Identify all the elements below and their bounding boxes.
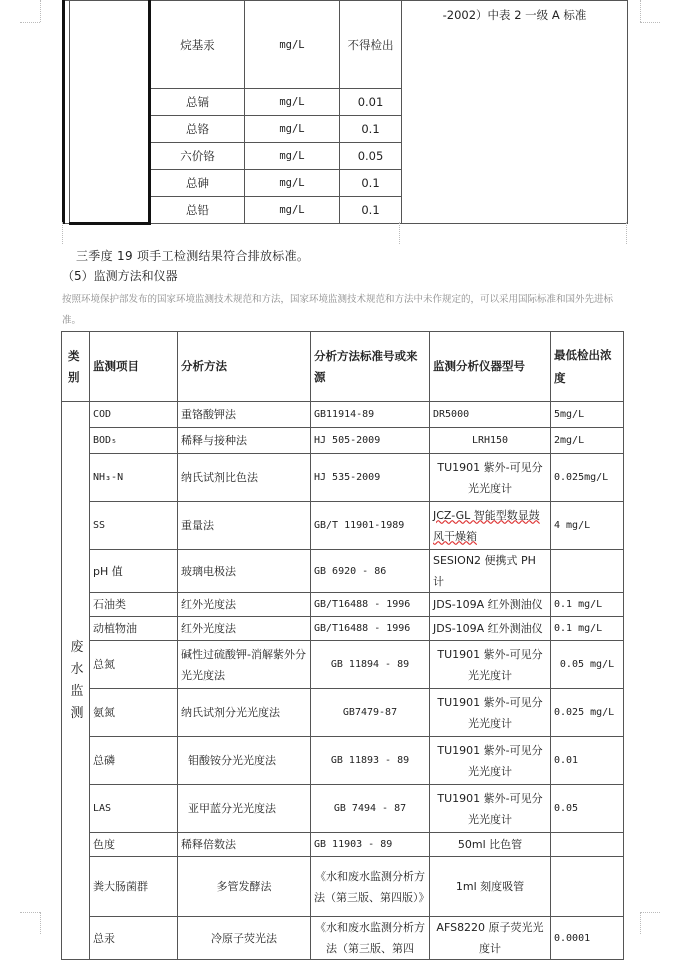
row-method: 碱性过硫酸钾-消解紫外分光光度法 <box>178 641 311 689</box>
row-item: 粪大肠菌群 <box>90 857 178 917</box>
row-standard: GB11914-89 <box>311 402 430 428</box>
row-limit: 5mg/L <box>551 402 624 428</box>
limit-item-unit: mg/L <box>245 116 340 143</box>
header-instrument: 监测分析仪器型号 <box>430 332 551 402</box>
row-item: 总汞 <box>90 917 178 960</box>
row-instrument: TU1901 紫外-可见分光光度计 <box>430 689 551 737</box>
row-standard: GB 6920 - 86 <box>311 550 430 593</box>
page-guide-left-top <box>40 0 41 22</box>
row-instrument: DR5000 <box>430 402 551 428</box>
row-limit: 2mg/L <box>551 428 624 454</box>
limit-item-value: 0.05 <box>340 143 402 170</box>
row-limit <box>551 833 624 857</box>
row-method: 重量法 <box>178 502 311 550</box>
page-guide-right-bottom <box>640 912 641 934</box>
row-method: 玻璃电极法 <box>178 550 311 593</box>
page-guide-bottom-right <box>640 912 660 913</box>
header-item: 监测项目 <box>90 332 178 402</box>
row-instrument: SESION2 便携式 PH 计 <box>430 550 551 593</box>
limit-item-name: 烷基汞 <box>150 1 245 89</box>
standards-limits-table <box>62 0 628 225</box>
row-standard: GB7479-87 <box>311 689 430 737</box>
page-guide-top-right <box>640 22 660 23</box>
row-standard: GB 7494 - 87 <box>311 785 430 833</box>
row-method: 纳氏试剂分光光度法 <box>178 689 311 737</box>
header-method: 分析方法 <box>178 332 311 402</box>
page-guide-left-bottom <box>40 912 41 934</box>
table-guide-right <box>626 222 627 244</box>
page-guide-top-left <box>20 22 40 23</box>
row-instrument: TU1901 紫外-可见分光光度计 <box>430 785 551 833</box>
row-standard: GB/T 11901-1989 <box>311 502 430 550</box>
row-item: 动植物油 <box>90 617 178 641</box>
limit-item-name: 总砷 <box>150 170 245 197</box>
row-instrument: TU1901 紫外-可见分光光度计 <box>430 737 551 785</box>
limit-item-value: 不得检出 <box>340 1 402 89</box>
row-method: 稀释与接种法 <box>178 428 311 454</box>
row-method: 多管发酵法 <box>178 857 311 917</box>
row-limit: 0.01 <box>551 737 624 785</box>
limit-item-unit: mg/L <box>245 170 340 197</box>
quarter-summary-text: 三季度 19 项手工检测结果符合排放标准。 <box>76 249 310 263</box>
row-limit: 0.1 mg/L <box>551 617 624 641</box>
row-standard: 《水和废水监测分析方法（第三版、第四版）》 <box>311 857 430 917</box>
row-item: 总磷 <box>90 737 178 785</box>
header-standard: 分析方法标准号或来源 <box>311 332 430 402</box>
row-standard: GB/T16488 - 1996 <box>311 593 430 617</box>
row-standard: 《水和废水监测分析方法（第三版、第四 <box>311 917 430 960</box>
category-label: 废水监测 <box>70 639 84 721</box>
row-item: pH 值 <box>90 550 178 593</box>
row-instrument: 50ml 比色管 <box>430 833 551 857</box>
row-instrument: TU1901 紫外-可见分光光度计 <box>430 454 551 502</box>
row-item: NH₃-N <box>90 454 178 502</box>
row-instrument: TU1901 紫外-可见分光光度计 <box>430 641 551 689</box>
row-limit: 0.0001 <box>551 917 624 960</box>
limit-item-value: 0.1 <box>340 170 402 197</box>
row-standard: GB 11903 - 89 <box>311 833 430 857</box>
category-wastewater <box>62 402 90 960</box>
header-category: 类别 <box>62 332 90 402</box>
intro-paragraph: 按照环境保护部发布的国家环境监测技术规范和方法，国家环境监测技术规范和方法中未作规定的，可以采用国际标准和国外先进标准。 <box>62 294 614 326</box>
row-method: 重铬酸钾法 <box>178 402 311 428</box>
row-instrument: JDS-109A 红外测油仪 <box>430 593 551 617</box>
monitoring-methods-table <box>61 331 624 960</box>
row-method: 亚甲蓝分光光度法 <box>178 785 311 833</box>
standard-reference-text: -2002）中表 2 一级 A 标准 <box>442 8 587 22</box>
row-item: BOD₅ <box>90 428 178 454</box>
limit-item-value: 0.1 <box>340 116 402 143</box>
row-limit <box>551 857 624 917</box>
row-limit: 0.05 <box>551 785 624 833</box>
limit-item-value: 0.1 <box>340 197 402 224</box>
row-item: 色度 <box>90 833 178 857</box>
row-instrument: 1ml 刻度吸管 <box>430 857 551 917</box>
row-standard: HJ 505-2009 <box>311 428 430 454</box>
limit-item-name: 六价铬 <box>150 143 245 170</box>
row-limit: 0.025 mg/L <box>551 689 624 737</box>
limit-item-unit: mg/L <box>245 89 340 116</box>
row-item: 氨氮 <box>90 689 178 737</box>
row-limit: 0.1 mg/L <box>551 593 624 617</box>
row-method: 纳氏试剂比色法 <box>178 454 311 502</box>
limit-item-value: 0.01 <box>340 89 402 116</box>
section-heading: （5）监测方法和仪器 <box>62 269 178 283</box>
page-guide-right-top <box>640 0 641 22</box>
row-instrument <box>430 502 551 550</box>
row-item: COD <box>90 402 178 428</box>
row-method: 稀释倍数法 <box>178 833 311 857</box>
row-standard: GB/T16488 - 1996 <box>311 617 430 641</box>
row-standard: GB 11894 - 89 <box>311 641 430 689</box>
row-method: 红外光度法 <box>178 617 311 641</box>
row-instrument: LRH150 <box>430 428 551 454</box>
row-limit: 4 mg/L <box>551 502 624 550</box>
table-guide-mid <box>399 222 400 244</box>
standard-reference-note <box>402 1 628 224</box>
limit-item-unit: mg/L <box>245 1 340 89</box>
row-item: 石油类 <box>90 593 178 617</box>
row-method: 钼酸铵分光光度法 <box>178 737 311 785</box>
row-standard: GB 11893 - 89 <box>311 737 430 785</box>
limit-item-unit: mg/L <box>245 197 340 224</box>
row-limit <box>551 550 624 593</box>
row-limit: 0.025mg/L <box>551 454 624 502</box>
table-guide-left <box>62 222 63 244</box>
row-item: 总氮 <box>90 641 178 689</box>
table-cell-blank <box>70 1 150 224</box>
row-instrument: JDS-109A 红外测油仪 <box>430 617 551 641</box>
row-method: 红外光度法 <box>178 593 311 617</box>
row-method: 冷原子荧光法 <box>178 917 311 960</box>
limit-item-name: 总铅 <box>150 197 245 224</box>
row-limit: 0.05 mg/L <box>551 641 624 689</box>
row-standard: HJ 535-2009 <box>311 454 430 502</box>
limit-item-name: 总铬 <box>150 116 245 143</box>
header-limit: 最低检出浓度 <box>551 332 624 402</box>
row-instrument: AFS8220 原子荧光光度计 <box>430 917 551 960</box>
limit-item-unit: mg/L <box>245 143 340 170</box>
page-guide-bottom-left <box>20 912 40 913</box>
row-item: LAS <box>90 785 178 833</box>
row-instrument-text: JCZ-GL 智能型数显鼓风干燥箱 <box>433 508 540 543</box>
row-item: SS <box>90 502 178 550</box>
limit-item-name: 总镉 <box>150 89 245 116</box>
